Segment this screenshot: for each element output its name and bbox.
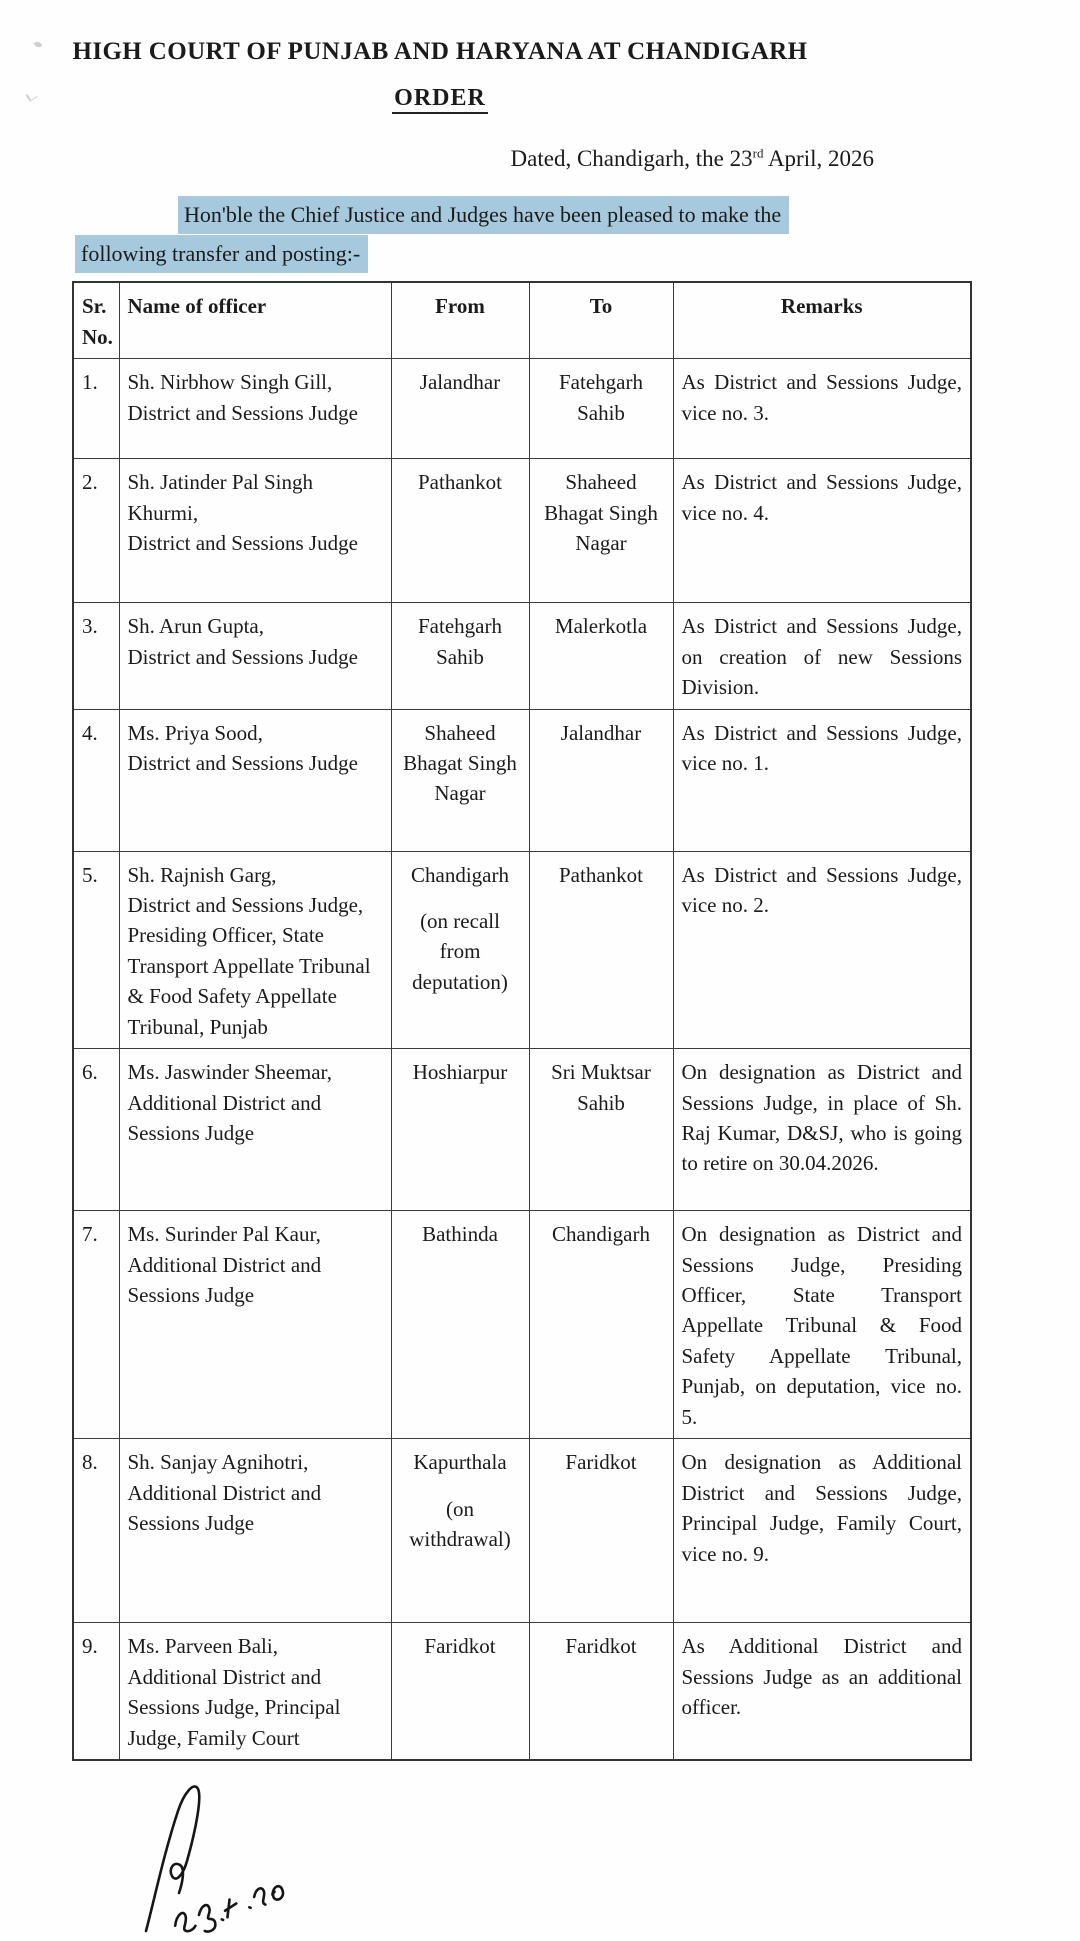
table-row [73, 459, 971, 603]
order-heading-text: ORDER [392, 85, 488, 114]
from-station: Pathankot [418, 470, 502, 495]
officer-designation: District and Sessions Judge [127, 400, 358, 425]
sr-no-cell: 3. [73, 603, 119, 709]
officer-name-cell [119, 359, 391, 459]
from-station: Shaheed Bhagat Singh Nagar [403, 720, 517, 806]
from-cell [391, 1439, 529, 1623]
officer-name: Sh. Arun Gupta, [127, 614, 264, 639]
officer-name-cell [119, 1211, 391, 1439]
officer-designation: Additional District and Sessions Judge, Principal Judge, Family Court [127, 1664, 341, 1750]
from-cell [391, 709, 529, 851]
order-heading [0, 84, 880, 113]
to-cell: Pathankot [529, 851, 673, 1049]
to-cell: Chandigarh [529, 1211, 673, 1439]
officer-designation: District and Sessions Judge, Presiding Officer, State Transport Appellate Tribunal & Food Safety Appellate Tribunal, Punjab [127, 892, 371, 1039]
sr-no-cell: 8. [73, 1439, 119, 1623]
table-row [73, 603, 971, 709]
officer-name: Ms. Parveen Bali, [127, 1634, 278, 1659]
sr-no-cell: 6. [73, 1049, 119, 1211]
officer-name: Ms. Jaswinder Sheemar, [127, 1060, 332, 1085]
signature [112, 1769, 352, 1941]
sr-no-cell: 4. [73, 709, 119, 851]
to-cell: Fatehgarh Sahib [529, 359, 673, 459]
header-name-of-officer: Name of officer [119, 282, 391, 358]
from-station: Faridkot [424, 1634, 496, 1659]
officer-name: Sh. Jatinder Pal Singh Khurmi, [127, 470, 314, 525]
from-station: Hoshiarpur [412, 1060, 508, 1085]
officer-name: Ms. Surinder Pal Kaur, [127, 1222, 321, 1247]
table-row [73, 1439, 971, 1623]
to-cell: Sri Muktsar Sahib [529, 1049, 673, 1211]
intro-line-2 [75, 241, 1080, 267]
officer-name-cell [119, 1049, 391, 1211]
intro-line-1 [178, 202, 1080, 228]
header-from: From [391, 282, 529, 358]
remarks-cell: On designation as District and Sessions Judge, Presiding Officer, State Transport Appellate Tribunal & Food Safety Appellate Tribunal, Punjab, on deputation, vice no. 5. [673, 1211, 971, 1439]
header-remarks: Remarks [673, 282, 971, 358]
date-suffix: April, 2026 [763, 145, 874, 171]
date-line [0, 146, 880, 172]
officer-name: Sh. Rajnish Garg, [127, 862, 277, 887]
from-station: Jalandhar [419, 370, 501, 395]
court-title: HIGH COURT OF PUNJAB AND HARYANA AT CHANDIGARH [72, 38, 808, 65]
to-cell: Faridkot [529, 1623, 673, 1760]
remarks-cell: As District and Sessions Judge, vice no. 4. [673, 459, 971, 603]
from-station: Kapurthala [413, 1450, 507, 1475]
highlighted-text: Hon'ble the Chief Justice and Judges have been pleased to make the [178, 196, 789, 234]
officer-name-cell [119, 1623, 391, 1760]
table-row [73, 709, 971, 851]
officer-name-cell [119, 851, 391, 1049]
officer-designation: District and Sessions Judge [127, 531, 358, 556]
intro-paragraph [75, 202, 1080, 268]
officer-name-cell [119, 603, 391, 709]
highlighted-text: following transfer and posting:- [75, 235, 368, 273]
officer-name-cell [119, 1439, 391, 1623]
table-row [73, 359, 971, 459]
to-cell: Jalandhar [529, 709, 673, 851]
officer-name-cell [119, 459, 391, 603]
date-prefix: Dated, Chandigarh, the 23 [510, 145, 753, 171]
from-cell [391, 603, 529, 709]
date-ordinal: rd [752, 144, 764, 160]
sr-no-cell: 5. [73, 851, 119, 1049]
table-header [73, 282, 971, 358]
from-cell [391, 459, 529, 603]
document-header [0, 38, 880, 113]
table-row [73, 1623, 971, 1760]
from-cell [391, 851, 529, 1049]
table-row [73, 1211, 971, 1439]
from-note: (on withdrawal) [409, 1496, 511, 1552]
from-cell [391, 359, 529, 459]
signature-scribble [112, 1769, 352, 1941]
remarks-cell: As District and Sessions Judge, vice no. 1. [673, 709, 971, 851]
table-row [73, 1049, 971, 1211]
officer-name-cell [119, 709, 391, 851]
header-to: To [529, 282, 673, 358]
transfer-posting-table [72, 281, 972, 1761]
remarks-cell: As District and Sessions Judge, on creation of new Sessions Division. [673, 603, 971, 709]
sr-no-cell: 1. [73, 359, 119, 459]
header-row [73, 282, 971, 358]
table-body [73, 359, 971, 1760]
from-cell [391, 1623, 529, 1760]
remarks-cell: As District and Sessions Judge, vice no. 2. [673, 851, 971, 1049]
officer-designation: District and Sessions Judge [127, 644, 358, 669]
to-cell: Shaheed Bhagat Singh Nagar [529, 459, 673, 603]
from-cell [391, 1211, 529, 1439]
officer-designation: Additional District and Sessions Judge [127, 1090, 322, 1146]
officer-name: Ms. Priya Sood, [127, 720, 263, 745]
officer-designation: Additional District and Sessions Judge [127, 1480, 322, 1536]
from-note: (on recall from deputation) [412, 908, 508, 994]
remarks-cell: On designation as District and Sessions Judge, in place of Sh. Raj Kumar, D&SJ, who is going to retire on 30.04.2026. [673, 1049, 971, 1211]
header-sr-no: Sr. No. [73, 282, 119, 358]
sr-no-cell: 2. [73, 459, 119, 603]
to-cell: Faridkot [529, 1439, 673, 1623]
to-cell: Malerkotla [529, 603, 673, 709]
from-station: Fatehgarh Sahib [418, 614, 502, 669]
officer-name: Sh. Nirbhow Singh Gill, [127, 370, 333, 395]
from-station: Bathinda [422, 1222, 498, 1247]
table-row [73, 851, 971, 1049]
from-station: Chandigarh [411, 862, 509, 887]
sr-no-cell: 7. [73, 1211, 119, 1439]
remarks-cell: As Additional District and Sessions Judge as an additional officer. [673, 1623, 971, 1760]
remarks-cell: On designation as Additional District and Sessions Judge, Principal Judge, Family Court, vice no. 9. [673, 1439, 971, 1623]
sr-no-cell: 9. [73, 1623, 119, 1760]
officer-designation: District and Sessions Judge [127, 750, 358, 775]
officer-designation: Additional District and Sessions Judge [127, 1252, 322, 1308]
from-cell [391, 1049, 529, 1211]
officer-name: Sh. Sanjay Agnihotri, [127, 1450, 309, 1475]
remarks-cell: As District and Sessions Judge, vice no. 3. [673, 359, 971, 459]
